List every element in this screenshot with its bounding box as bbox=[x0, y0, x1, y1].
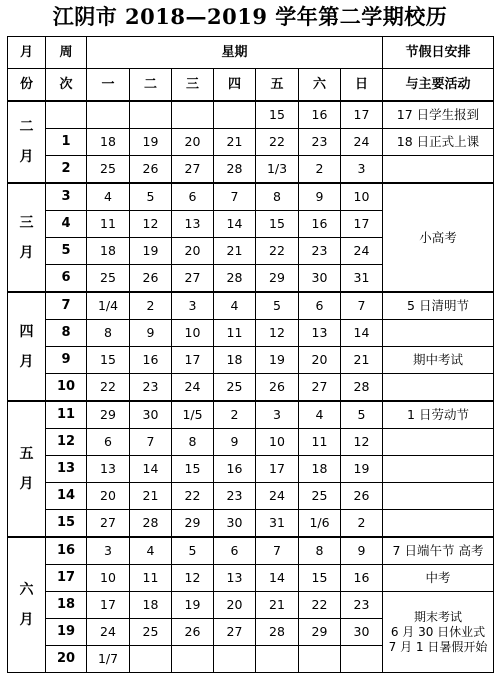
day-cell: 10 bbox=[341, 183, 383, 211]
header-weekdays-title: 星期 bbox=[87, 37, 383, 69]
day-cell: 16 bbox=[299, 101, 341, 129]
header-week-top: 周 bbox=[46, 37, 87, 69]
day-cell bbox=[299, 646, 341, 673]
day-cell: 14 bbox=[130, 456, 172, 483]
note-cell: 5 日清明节 bbox=[383, 292, 494, 320]
day-cell: 1/7 bbox=[87, 646, 130, 673]
day-cell: 27 bbox=[299, 374, 341, 402]
day-cell: 24 bbox=[341, 238, 383, 265]
day-cell: 1/5 bbox=[172, 401, 214, 429]
day-cell: 12 bbox=[130, 211, 172, 238]
day-cell: 22 bbox=[87, 374, 130, 402]
day-cell: 23 bbox=[299, 129, 341, 156]
day-cell: 26 bbox=[130, 156, 172, 184]
day-cell: 18 bbox=[130, 592, 172, 619]
day-cell: 28 bbox=[256, 619, 299, 646]
table-row bbox=[8, 292, 494, 320]
week-number: 4 bbox=[46, 211, 87, 238]
day-cell: 14 bbox=[214, 211, 256, 238]
week-number: 7 bbox=[46, 292, 87, 320]
day-cell bbox=[172, 646, 214, 673]
header-weekday-sat: 六 bbox=[299, 69, 341, 102]
day-cell: 10 bbox=[256, 429, 299, 456]
day-cell: 21 bbox=[214, 238, 256, 265]
day-cell: 4 bbox=[299, 401, 341, 429]
note-cell bbox=[383, 156, 494, 184]
day-cell: 8 bbox=[256, 183, 299, 211]
day-cell: 22 bbox=[256, 238, 299, 265]
day-cell: 4 bbox=[214, 292, 256, 320]
day-cell: 25 bbox=[214, 374, 256, 402]
day-cell: 15 bbox=[256, 101, 299, 129]
day-cell: 15 bbox=[299, 565, 341, 592]
table-row bbox=[8, 537, 494, 565]
day-cell bbox=[214, 101, 256, 129]
day-cell: 25 bbox=[130, 619, 172, 646]
day-cell: 24 bbox=[256, 483, 299, 510]
day-cell: 30 bbox=[299, 265, 341, 293]
day-cell bbox=[130, 101, 172, 129]
table-row bbox=[8, 429, 494, 456]
day-cell: 17 bbox=[341, 101, 383, 129]
day-cell: 20 bbox=[87, 483, 130, 510]
day-cell: 12 bbox=[341, 429, 383, 456]
note-cell bbox=[383, 429, 494, 456]
day-cell: 16 bbox=[214, 456, 256, 483]
day-cell: 27 bbox=[214, 619, 256, 646]
day-cell: 25 bbox=[299, 483, 341, 510]
day-cell: 13 bbox=[87, 456, 130, 483]
day-cell: 17 bbox=[87, 592, 130, 619]
day-cell: 8 bbox=[87, 320, 130, 347]
day-cell: 11 bbox=[214, 320, 256, 347]
day-cell: 4 bbox=[87, 183, 130, 211]
page-title: 江阴市 2018—2019 学年第二学期校历 bbox=[52, 4, 448, 29]
day-cell: 30 bbox=[130, 401, 172, 429]
month-label-apr: 四 月 bbox=[8, 292, 46, 401]
day-cell: 19 bbox=[130, 238, 172, 265]
day-cell: 3 bbox=[341, 156, 383, 184]
day-cell: 31 bbox=[341, 265, 383, 293]
day-cell: 26 bbox=[172, 619, 214, 646]
day-cell: 23 bbox=[341, 592, 383, 619]
day-cell: 26 bbox=[341, 483, 383, 510]
day-cell: 8 bbox=[299, 537, 341, 565]
day-cell: 27 bbox=[172, 265, 214, 293]
day-cell: 16 bbox=[299, 211, 341, 238]
day-cell: 13 bbox=[214, 565, 256, 592]
day-cell: 9 bbox=[214, 429, 256, 456]
day-cell bbox=[256, 646, 299, 673]
day-cell: 15 bbox=[87, 347, 130, 374]
day-cell: 3 bbox=[256, 401, 299, 429]
header-weekday-tue: 二 bbox=[130, 69, 172, 102]
calendar-table bbox=[7, 36, 494, 673]
day-cell: 28 bbox=[341, 374, 383, 402]
table-row bbox=[8, 565, 494, 592]
note-cell bbox=[383, 320, 494, 347]
day-cell: 19 bbox=[256, 347, 299, 374]
day-cell: 3 bbox=[172, 292, 214, 320]
note-cell bbox=[383, 510, 494, 538]
month-label-feb: 二 月 bbox=[8, 101, 46, 183]
day-cell: 19 bbox=[130, 129, 172, 156]
day-cell: 12 bbox=[256, 320, 299, 347]
day-cell: 2 bbox=[299, 156, 341, 184]
day-cell: 29 bbox=[172, 510, 214, 538]
day-cell bbox=[172, 101, 214, 129]
day-cell: 24 bbox=[341, 129, 383, 156]
day-cell: 5 bbox=[341, 401, 383, 429]
table-row bbox=[8, 320, 494, 347]
day-cell: 23 bbox=[214, 483, 256, 510]
header-month-top: 月 bbox=[8, 37, 46, 69]
table-row bbox=[8, 374, 494, 402]
day-cell: 2 bbox=[214, 401, 256, 429]
week-number: 9 bbox=[46, 347, 87, 374]
note-cell: 期中考试 bbox=[383, 347, 494, 374]
day-cell: 5 bbox=[172, 537, 214, 565]
note-cell: 18 日正式上课 bbox=[383, 129, 494, 156]
week-number: 12 bbox=[46, 429, 87, 456]
week-number bbox=[46, 101, 87, 129]
day-cell: 14 bbox=[341, 320, 383, 347]
day-cell: 8 bbox=[172, 429, 214, 456]
day-cell: 11 bbox=[87, 211, 130, 238]
day-cell: 20 bbox=[172, 129, 214, 156]
day-cell: 6 bbox=[87, 429, 130, 456]
day-cell: 17 bbox=[256, 456, 299, 483]
day-cell: 15 bbox=[256, 211, 299, 238]
day-cell: 26 bbox=[130, 265, 172, 293]
day-cell: 29 bbox=[87, 401, 130, 429]
day-cell: 7 bbox=[256, 537, 299, 565]
day-cell: 10 bbox=[87, 565, 130, 592]
day-cell: 23 bbox=[130, 374, 172, 402]
day-cell: 18 bbox=[87, 238, 130, 265]
week-number: 1 bbox=[46, 129, 87, 156]
day-cell: 18 bbox=[87, 129, 130, 156]
day-cell: 2 bbox=[341, 510, 383, 538]
day-cell: 12 bbox=[172, 565, 214, 592]
day-cell: 6 bbox=[172, 183, 214, 211]
day-cell: 22 bbox=[172, 483, 214, 510]
header-month-bottom: 份 bbox=[8, 69, 46, 102]
week-number: 6 bbox=[46, 265, 87, 293]
day-cell: 5 bbox=[130, 183, 172, 211]
day-cell bbox=[130, 646, 172, 673]
day-cell: 21 bbox=[214, 129, 256, 156]
note-cell: 17 日学生报到 bbox=[383, 101, 494, 129]
day-cell: 13 bbox=[172, 211, 214, 238]
table-row bbox=[8, 456, 494, 483]
day-cell: 30 bbox=[341, 619, 383, 646]
day-cell: 25 bbox=[87, 265, 130, 293]
week-number: 19 bbox=[46, 619, 87, 646]
day-cell: 21 bbox=[256, 592, 299, 619]
day-cell: 28 bbox=[214, 265, 256, 293]
day-cell: 24 bbox=[172, 374, 214, 402]
day-cell: 7 bbox=[341, 292, 383, 320]
day-cell: 21 bbox=[130, 483, 172, 510]
day-cell: 7 bbox=[214, 183, 256, 211]
day-cell: 25 bbox=[87, 156, 130, 184]
day-cell: 24 bbox=[87, 619, 130, 646]
day-cell bbox=[87, 101, 130, 129]
day-cell: 31 bbox=[256, 510, 299, 538]
day-cell: 15 bbox=[172, 456, 214, 483]
day-cell: 14 bbox=[256, 565, 299, 592]
month-label-mar: 三 月 bbox=[8, 183, 46, 292]
day-cell: 30 bbox=[214, 510, 256, 538]
day-cell: 22 bbox=[256, 129, 299, 156]
week-number: 5 bbox=[46, 238, 87, 265]
day-cell: 2 bbox=[130, 292, 172, 320]
day-cell bbox=[214, 646, 256, 673]
month-label-jun: 六 月 bbox=[8, 537, 46, 673]
day-cell: 16 bbox=[130, 347, 172, 374]
day-cell: 18 bbox=[299, 456, 341, 483]
day-cell: 20 bbox=[172, 238, 214, 265]
day-cell: 28 bbox=[130, 510, 172, 538]
note-cell bbox=[383, 456, 494, 483]
day-cell: 6 bbox=[214, 537, 256, 565]
week-number: 17 bbox=[46, 565, 87, 592]
note-cell: 1 日劳动节 bbox=[383, 401, 494, 429]
header-weekday-fri: 五 bbox=[256, 69, 299, 102]
table-row bbox=[8, 101, 494, 129]
week-number: 15 bbox=[46, 510, 87, 538]
day-cell: 5 bbox=[256, 292, 299, 320]
day-cell bbox=[341, 646, 383, 673]
header-weekday-mon: 一 bbox=[87, 69, 130, 102]
table-row bbox=[8, 401, 494, 429]
week-number: 3 bbox=[46, 183, 87, 211]
day-cell: 17 bbox=[341, 211, 383, 238]
day-cell: 20 bbox=[299, 347, 341, 374]
week-number: 13 bbox=[46, 456, 87, 483]
header-weekday-wed: 三 bbox=[172, 69, 214, 102]
day-cell: 9 bbox=[341, 537, 383, 565]
day-cell: 26 bbox=[256, 374, 299, 402]
day-cell: 9 bbox=[130, 320, 172, 347]
day-cell: 9 bbox=[299, 183, 341, 211]
header-notes-top: 节假日安排 bbox=[383, 37, 494, 69]
day-cell: 6 bbox=[299, 292, 341, 320]
day-cell: 4 bbox=[130, 537, 172, 565]
note-cell bbox=[383, 374, 494, 402]
day-cell: 19 bbox=[172, 592, 214, 619]
header-weekday-thu: 四 bbox=[214, 69, 256, 102]
table-row bbox=[8, 183, 494, 211]
day-cell: 19 bbox=[341, 456, 383, 483]
day-cell: 3 bbox=[87, 537, 130, 565]
day-cell: 27 bbox=[172, 156, 214, 184]
day-cell: 1/4 bbox=[87, 292, 130, 320]
header-week-bottom: 次 bbox=[46, 69, 87, 102]
note-cell: 7 日端午节 高考 bbox=[383, 537, 494, 565]
note-cell: 中考 bbox=[383, 565, 494, 592]
day-cell: 1/6 bbox=[299, 510, 341, 538]
day-cell: 1/3 bbox=[256, 156, 299, 184]
day-cell: 20 bbox=[214, 592, 256, 619]
week-number: 8 bbox=[46, 320, 87, 347]
table-row bbox=[8, 592, 494, 619]
note-block: 期末考试 6 月 30 日休业式 7 月 1 日暑假开始 bbox=[383, 592, 494, 673]
day-cell: 11 bbox=[299, 429, 341, 456]
day-cell: 29 bbox=[256, 265, 299, 293]
table-row bbox=[8, 156, 494, 184]
day-cell: 16 bbox=[341, 565, 383, 592]
header-weekday-sun: 日 bbox=[341, 69, 383, 102]
table-row bbox=[8, 510, 494, 538]
day-cell: 29 bbox=[299, 619, 341, 646]
note-cell bbox=[383, 483, 494, 510]
week-number: 16 bbox=[46, 537, 87, 565]
day-cell: 7 bbox=[130, 429, 172, 456]
week-number: 10 bbox=[46, 374, 87, 402]
day-cell: 18 bbox=[214, 347, 256, 374]
day-cell: 21 bbox=[341, 347, 383, 374]
header-notes-bottom: 与主要活动 bbox=[383, 69, 494, 102]
day-cell: 10 bbox=[172, 320, 214, 347]
day-cell: 28 bbox=[214, 156, 256, 184]
day-cell: 11 bbox=[130, 565, 172, 592]
day-cell: 22 bbox=[299, 592, 341, 619]
table-row bbox=[8, 129, 494, 156]
week-number: 20 bbox=[46, 646, 87, 673]
note-cell: 小高考 bbox=[383, 183, 494, 292]
week-number: 11 bbox=[46, 401, 87, 429]
week-number: 18 bbox=[46, 592, 87, 619]
table-row bbox=[8, 483, 494, 510]
day-cell: 27 bbox=[87, 510, 130, 538]
day-cell: 13 bbox=[299, 320, 341, 347]
table-row bbox=[8, 347, 494, 374]
month-label-may: 五 月 bbox=[8, 401, 46, 537]
day-cell: 17 bbox=[172, 347, 214, 374]
day-cell: 23 bbox=[299, 238, 341, 265]
week-number: 2 bbox=[46, 156, 87, 184]
week-number: 14 bbox=[46, 483, 87, 510]
